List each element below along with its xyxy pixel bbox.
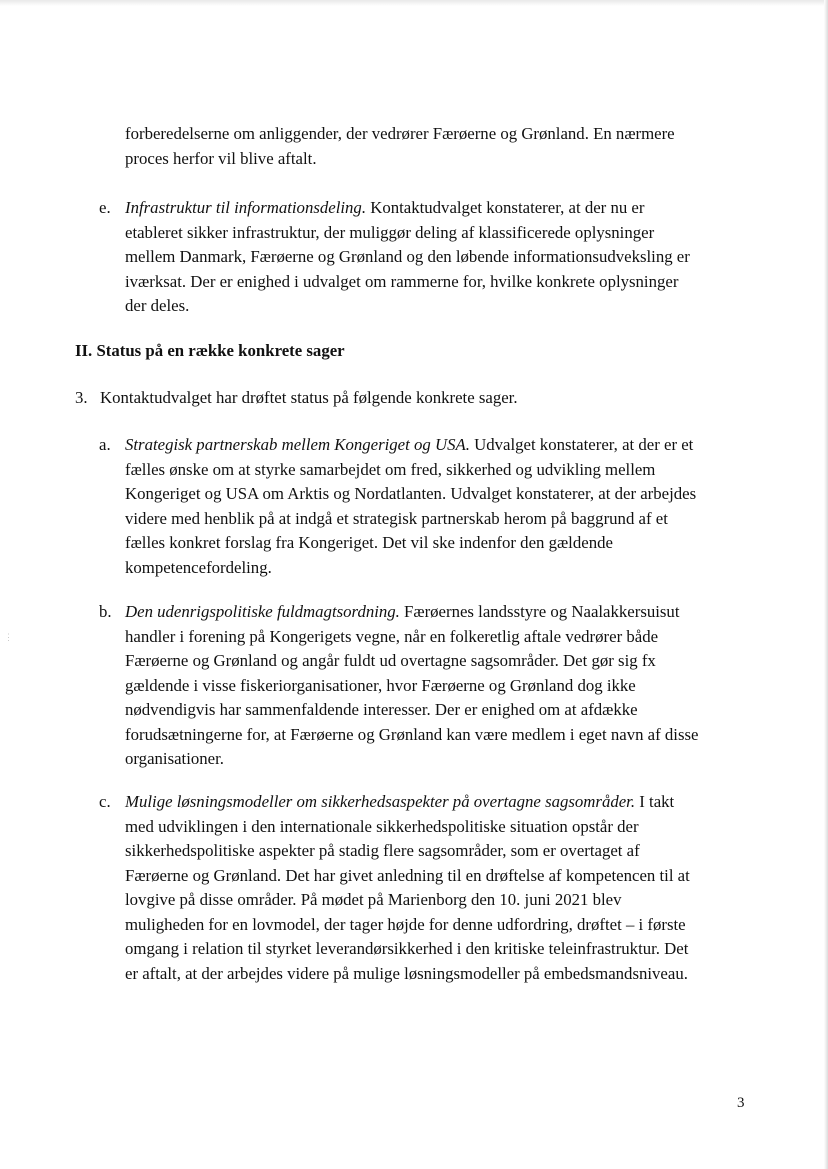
item-e-first-line: Kontaktudvalget konstaterer, at der nu er bbox=[366, 198, 645, 217]
item-e-paragraph bbox=[125, 196, 785, 319]
paragraph-line: Færøerne og Grønland og angår fuldt ud overtagne sagsområder. Det gør sig fx bbox=[125, 651, 656, 670]
page-top-edge bbox=[0, 0, 828, 6]
paragraph-line bbox=[125, 196, 785, 221]
paragraph-line: kompetencefordeling. bbox=[125, 557, 272, 577]
paragraph-line bbox=[125, 433, 785, 458]
paragraph-line: nødvendigvis har sammenfaldende interesser. Der er enighed om at afdække bbox=[125, 700, 638, 719]
paragraph-line: etableret sikker infrastruktur, der muliggør deling af klassificerede oplysninger bbox=[125, 222, 655, 242]
item-3-label: 3. bbox=[75, 388, 88, 407]
item-b-label: b. bbox=[99, 602, 112, 621]
paragraph-line: Kontaktudvalget har drøftet status på følgende konkrete sager. bbox=[100, 388, 518, 407]
section-heading: II. Status på en række konkrete sager bbox=[75, 341, 345, 360]
paragraph-line: muligheden for en lovmodel, der tager højde for denne udfordring, drøftet – i første bbox=[125, 914, 686, 934]
paragraph-line: Kongeriget og USA om Arktis og Nordatlanten. Udvalget konstaterer, at der arbejdes bbox=[125, 484, 697, 503]
paragraph-line: Færøerne og Grønland. Det har givet anledning til en drøftelse af kompetencen til at bbox=[125, 865, 690, 885]
item-a-title: Strategisk partnerskab mellem Kongeriget og USA. bbox=[125, 435, 470, 454]
scan-artifact-mark: ⋮ bbox=[4, 632, 13, 642]
paragraph-line: omgang i relation til styrket leverandørsikkerhed i den kritiske teleinfrastruktur. Det bbox=[125, 939, 689, 958]
item-e-title: Infrastruktur til informationsdeling. bbox=[125, 198, 367, 217]
continuation-paragraph bbox=[125, 122, 785, 171]
page-number: 3 bbox=[737, 1095, 745, 1111]
item-e-label: e. bbox=[99, 198, 111, 217]
item-c-first-line: I takt bbox=[635, 792, 675, 811]
paragraph-line: sikkerhedspolitiske aspekter på stadig flere sagsområder, som er overtaget af bbox=[125, 841, 640, 860]
paragraph-line: fælles konkret forslag fra Kongeriget. Det vil ske indenfor den gældende bbox=[125, 533, 613, 552]
item-b-title: Den udenrigspolitiske fuldmagtsordning. bbox=[125, 602, 400, 621]
paragraph-line: fælles ønske om at styrke samarbejdet om fred, sikkerhed og udvikling mellem bbox=[125, 459, 656, 479]
paragraph-line: handler i forening på Kongerigets vegne, når en folkeretlig aftale vedrører både bbox=[125, 626, 659, 646]
page-right-edge bbox=[824, 0, 828, 1169]
paragraph-line: mellem Danmark, Færøerne og Grønland og den løbende informationsudveksling er bbox=[125, 247, 690, 266]
paragraph-line bbox=[125, 600, 785, 625]
paragraph-line: gældende i visse fiskeriorganisationer, hvor Færøerne og Grønland dog ikke bbox=[125, 675, 636, 695]
paragraph-line bbox=[125, 790, 785, 815]
paragraph-line: forudsætningerne for, at Færøerne og Grønland kan være medlem i eget navn af disse bbox=[125, 724, 699, 744]
paragraph-line: med udviklingen i den internationale sikkerhedspolitiske situation opstår der bbox=[125, 816, 639, 836]
paragraph-line: der deles. bbox=[125, 296, 190, 315]
paragraph-line: er aftalt, at der arbejdes videre på mulige løsningsmodeller på embedsmandsniveau. bbox=[125, 963, 688, 983]
item-3-paragraph bbox=[100, 386, 780, 411]
item-c-title: Mulige løsningsmodeller om sikkerhedsaspekter på overtagne sagsområder. bbox=[125, 792, 636, 811]
item-c-paragraph bbox=[125, 790, 785, 986]
paragraph-line: lovgive på disse områder. På mødet på Marienborg den 10. juni 2021 blev bbox=[125, 890, 622, 909]
paragraph-line: iværksat. Der er enighed i udvalget om rammerne for, hvilke konkrete oplysninger bbox=[125, 271, 679, 291]
paragraph-line: videre med henblik på at indgå et strategisk partnerskab herom på baggrund af et bbox=[125, 508, 668, 528]
paragraph-line: organisationer. bbox=[125, 749, 224, 768]
item-b-first-line: Færøernes landsstyre og Naalakkersuisut bbox=[399, 602, 680, 621]
item-b-paragraph bbox=[125, 600, 785, 772]
item-a-label: a. bbox=[99, 435, 111, 454]
paragraph-line: proces herfor vil blive aftalt. bbox=[125, 148, 317, 168]
item-c-label: c. bbox=[99, 792, 111, 811]
item-a-first-line: Udvalget konstaterer, at der er et bbox=[469, 435, 694, 454]
item-a-paragraph bbox=[125, 433, 785, 580]
paragraph-line: forberedelserne om anliggender, der vedrører Færøerne og Grønland. En nærmere bbox=[125, 124, 675, 143]
